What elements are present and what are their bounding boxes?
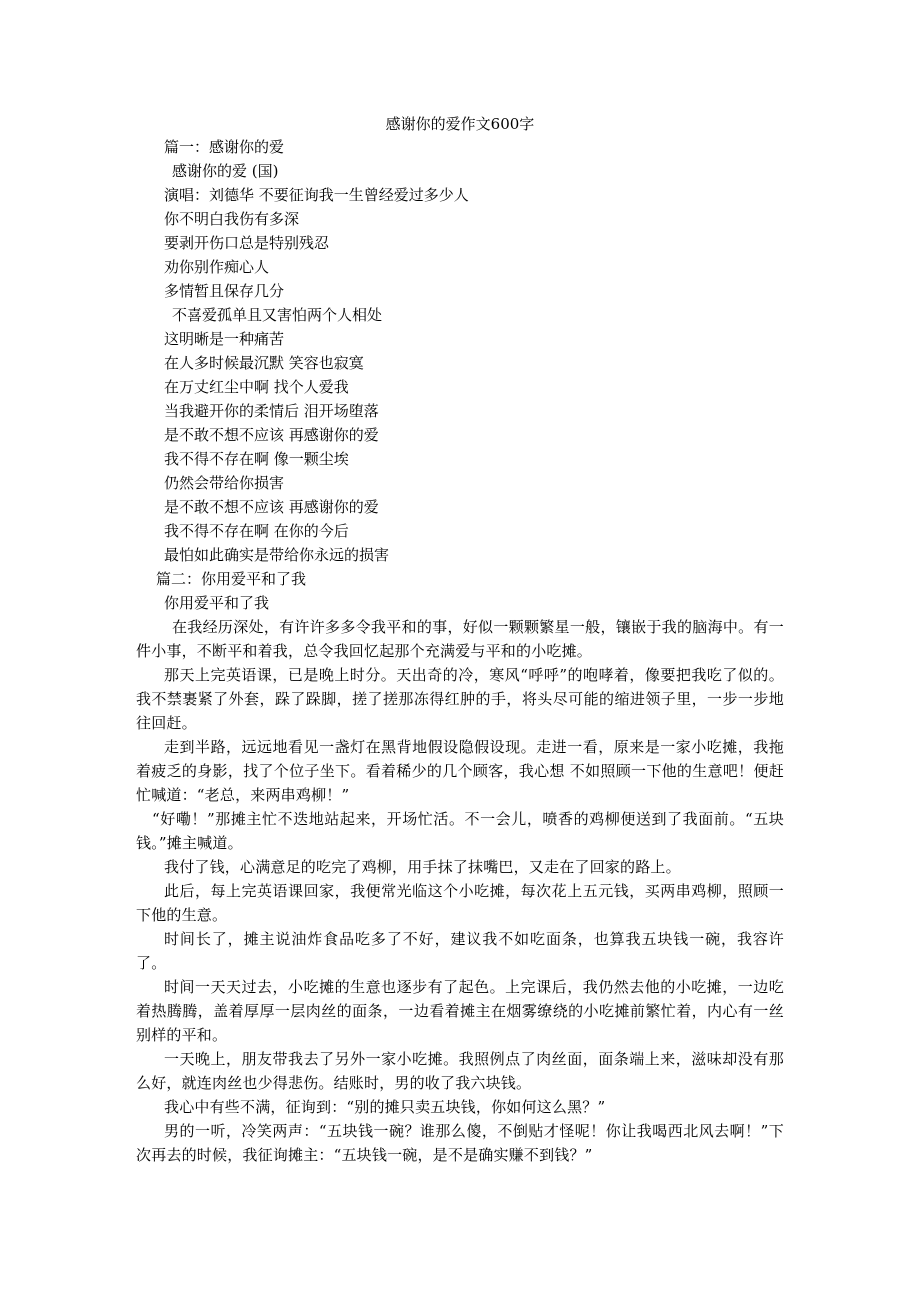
paragraph: 走到半路，远远地看见一盏灯在黑背地假设隐假设现。走进一看，原来是一家小吃摊，我拖着疲乏的身影，找了个位子坐下。看着稀少的几个顾客，我心想 不如照顾一下他的生意吧！便赶忙喊道：“老总，来两串鸡柳！” — [136, 738, 784, 804]
lyric-line: 感谢你的爱 (国) — [172, 162, 279, 180]
lyric-line: 在万丈红尘中啊 找个人爱我 — [164, 378, 349, 396]
essay-title: 你用爱平和了我 — [164, 594, 270, 612]
paragraph: 一天晚上，朋友带我去了另外一家小吃摊。我照例点了肉丝面，面条端上来，滋味却没有那么好，就连肉丝也少得悲伤。结账时，男的收了我六块钱。 — [136, 1050, 784, 1092]
document-title: 感谢你的爱作文600字 — [385, 115, 535, 133]
essay-body — [136, 615, 784, 1167]
lyric-line: 是不敢不想不应该 再感谢你的爱 — [164, 426, 379, 444]
paragraph: “好嘞！”那摊主忙不迭地站起来，开场忙活。不一会儿，喷香的鸡柳便送到了我面前。“五块钱。”摊主喊道。 — [136, 810, 784, 852]
paragraph: 在我经历深处，有许许多多令我平和的事，好似一颗颗繁星一般，镶嵌于我的脑海中。有一件小事，不断平和着我，总令我回忆起那个充满爱与平和的小吃摊。 — [136, 618, 784, 660]
lyric-line: 仍然会带给你损害 — [164, 474, 285, 492]
paragraph: 我付了钱，心满意足的吃完了鸡柳，用手抹了抹嘴巴，又走在了回家的路上。 — [164, 858, 681, 876]
paragraph: 男的一听，冷笑两声：“五块钱一碗？谁那么傻，不倒贴才怪呢！你让我喝西北风去啊！”下次再去的时候，我征询摊主：“五块钱一碗，是不是确实赚不到钱？” — [136, 1122, 784, 1164]
paragraph: 我心中有些不满，征询到：“别的摊只卖五块钱，你如何这么黑？” — [164, 1098, 606, 1116]
lyric-line: 劝你别作痴心人 — [164, 258, 270, 276]
lyric-line: 要剥开伤口总是特别残忍 — [164, 234, 330, 252]
lyric-line: 当我避开你的柔情后 泪开场堕落 — [164, 402, 379, 420]
section-heading-2: 篇二：你用爱平和了我 — [156, 570, 307, 588]
lyric-line: 我不得不存在啊 在你的今后 — [164, 522, 349, 540]
lyric-line: 多情暂且保存几分 — [164, 282, 285, 300]
lyric-line: 这明晰是一种痛苦 — [164, 330, 285, 348]
lyric-line: 最怕如此确实是带给你永远的损害 — [164, 546, 390, 564]
lyric-line: 在人多时候最沉默 笑容也寂寞 — [164, 354, 364, 372]
paragraph: 那天上完英语课，已是晚上时分。天出奇的冷，寒风“呼呼”的咆哮着，像要把我吃了似的。我不禁裹紧了外套，跺了跺脚，搓了搓那冻得红肿的手，将头尽可能的缩进领子里，一步一步地往回赶。 — [136, 666, 784, 732]
lyric-line: 演唱：刘德华 不要征询我一生曾经爱过多少人 — [164, 186, 469, 204]
lyric-line: 不喜爱孤单且又害怕两个人相处 — [172, 306, 383, 324]
paragraph: 此后，每上完英语课回家，我便常光临这个小吃摊，每次花上五元钱，买两串鸡柳，照顾一下他的生意。 — [136, 882, 784, 924]
lyric-line: 你不明白我伤有多深 — [164, 210, 300, 228]
section-heading-1: 篇一：感谢你的爱 — [164, 138, 285, 156]
paragraph: 时间长了，摊主说油炸食品吃多了不好，建议我不如吃面条，也算我五块钱一碗，我容许了。 — [136, 930, 784, 972]
lyric-line: 我不得不存在啊 像一颗尘埃 — [164, 450, 349, 468]
lyric-line: 是不敢不想不应该 再感谢你的爱 — [164, 498, 379, 516]
paragraph: 时间一天天过去，小吃摊的生意也逐步有了起色。上完课后，我仍然去他的小吃摊，一边吃着热腾腾，盖着厚厚一层肉丝的面条，一边看着摊主在烟雾缭绕的小吃摊前繁忙着，内心有一丝别样的平和。 — [136, 978, 784, 1044]
